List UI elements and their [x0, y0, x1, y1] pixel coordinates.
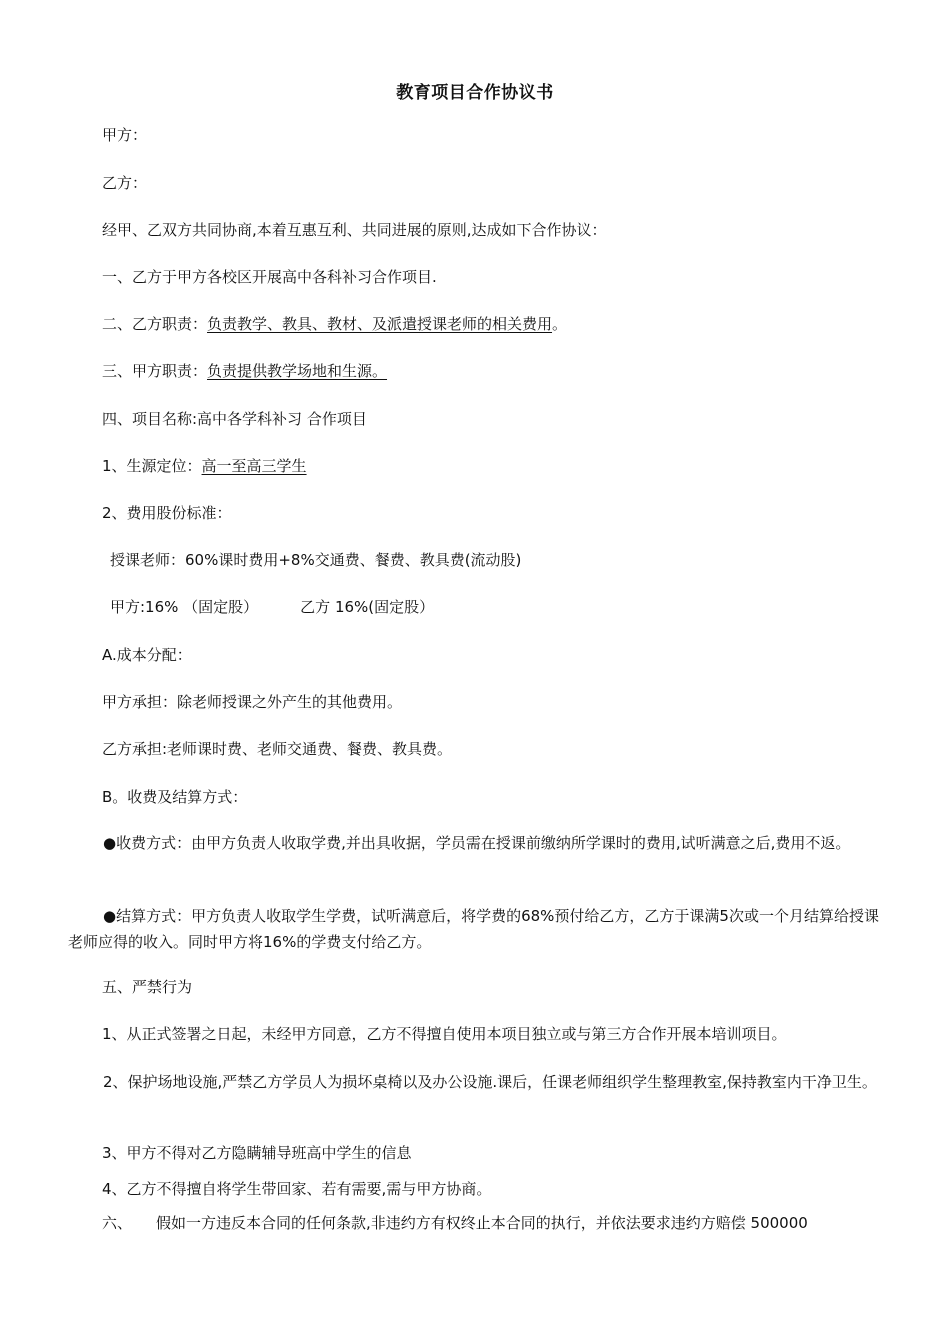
clause-6	[102, 1212, 808, 1234]
clause-3-prefix: 三、甲方职责：	[102, 362, 208, 380]
clause-3-underlined: 负责提供教学场地和生源。	[207, 362, 388, 380]
teacher-share: 授课老师：60%课时费用+8%交通费、餐费、教具费(流动股)	[110, 551, 522, 569]
clause-6-text: 假如一方违反本合同的任何条款,非违约方有权终止本合同的执行，并依法要求违约方赔偿 500000	[156, 1214, 808, 1232]
clause-2-suffix: 。	[552, 315, 568, 333]
item-1-prefix: 1、生源定位：	[102, 457, 202, 475]
cost-party-a: 甲方承担：除老师授课之外产生的其他费用。	[102, 693, 403, 711]
ban-3: 3、甲方不得对乙方隐瞒辅导班高中学生的信息	[102, 1144, 412, 1162]
cost-heading: A.成本分配：	[102, 646, 192, 664]
clause-4: 四、项目名称:高中各学科补习 合作项目	[102, 410, 367, 428]
clause-2-underlined: 负责教学、教具、教材、及派遣授课老师的相关费用	[207, 315, 553, 333]
clause-2	[102, 313, 567, 335]
fee-method-paragraph: ●收费方式：由甲方负责人收取学费,并出具收据，学员需在授课前缴纳所学课时的费用,试听满意之后,费用不返。	[103, 834, 851, 852]
item-1	[102, 455, 307, 477]
clause-1: 一、乙方于甲方各校区开展高中各科补习合作项目.	[102, 268, 437, 286]
ban-4: 4、乙方不得擅自将学生带回家、若有需要,需与甲方协商。	[102, 1180, 492, 1198]
document-title: 教育项目合作协议书	[396, 83, 554, 103]
item-2: 2、费用股份标准：	[102, 504, 232, 522]
party-shares	[110, 596, 434, 618]
fee-heading: B。收费及结算方式：	[102, 788, 248, 806]
item-1-underlined: 高一至高三学生	[201, 457, 307, 475]
clause-3	[102, 360, 387, 382]
settle-method-paragraph: ●结算方式：甲方负责人收取学生学费，试听满意后，将学费的68%预付给乙方，乙方于课满5次或一个月结算给授课老师应得的收入。同时甲方将16%的学费支付给乙方。	[68, 907, 879, 951]
ban-1: 1、从正式签署之日起，未经甲方同意，乙方不得擅自使用本项目独立或与第三方合作开展本培训项目。	[102, 1025, 787, 1043]
cost-party-b: 乙方承担:老师课时费、老师交通费、餐费、教具费。	[102, 740, 453, 758]
clause-6-number: 六、	[102, 1214, 133, 1232]
share-a: 甲方:16% （固定股）	[110, 598, 259, 616]
ban-2-paragraph: 2、保护场地设施,严禁乙方学员人为损坏桌椅以及办公设施.课后，任课老师组织学生整理教室,保持教室内干净卫生。	[103, 1073, 877, 1091]
share-b: 乙方 16%(固定股）	[300, 598, 435, 616]
party-b-line: 乙方：	[102, 174, 148, 192]
party-a-line: 甲方：	[102, 126, 148, 144]
clause-2-prefix: 二、乙方职责：	[102, 315, 208, 333]
clause-5: 五、严禁行为	[102, 978, 193, 996]
intro-paragraph: 经甲、乙双方共同协商,本着互惠互利、共同进展的原则,达成如下合作协议：	[102, 221, 607, 239]
